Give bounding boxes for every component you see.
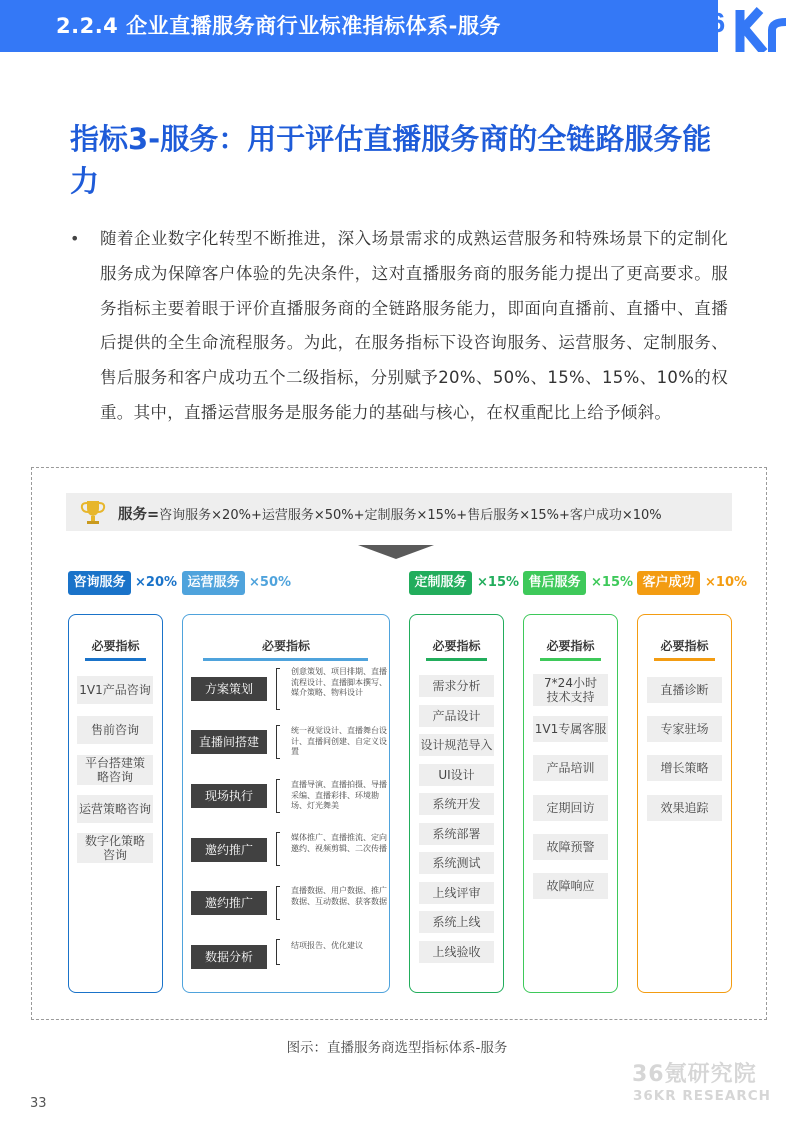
body-paragraph: 随着企业数字化转型不断推进，深入场景需求的成熟运营服务和特殊场景下的定制化服务成为保障客户体验的先决条件，这对直播服务商的服务能力提出了更高要求。服务指标主要着眼于评价直播服务商的全链路服务能力，即面向直播前、直播中、直播后提供的全生命流程服务。为此，在服务指标下设咨询服务、运营服务、定制服务、售后服务和客户成功五个二级指标，分别赋予20%、50%、15%、15%、10%的权重。其中，直播运营服务是服务能力的基础与核心，在权重配比上给予倾斜。 — [100, 229, 728, 422]
list-item: 需求分析 — [419, 675, 494, 697]
list-item: 专家驻场 — [647, 716, 722, 742]
ops-desc: 创意策划、项目排期、直播流程设计、直播脚本撰写、媒介策略、物料设计 — [291, 667, 387, 697]
column-underline — [654, 658, 715, 661]
column-underline — [85, 658, 146, 661]
column-underline — [540, 658, 601, 661]
ops-bracket — [276, 779, 280, 813]
formula-label: 服务= — [118, 507, 160, 523]
weight-custom: ×15% — [477, 575, 520, 590]
list-item: 上线验收 — [419, 941, 494, 963]
formula-text — [118, 503, 662, 524]
list-item: 数字化策略咨询 — [77, 833, 153, 863]
list-item: 1V1专属客服 — [533, 716, 608, 742]
list-item: 7*24小时技术支持 — [533, 674, 608, 706]
column-head: 必要指标 — [660, 639, 709, 653]
list-item: 售前咨询 — [77, 716, 153, 744]
ops-item: 邀约推广 — [191, 838, 267, 862]
column-underline — [426, 658, 487, 661]
watermark-en: 36KR RESEARCH — [633, 1088, 771, 1104]
list-item: 系统上线 — [419, 911, 494, 933]
list-item: 产品培训 — [533, 755, 608, 781]
list-item: 故障预警 — [533, 834, 608, 860]
list-item: 产品设计 — [419, 705, 494, 727]
bullet-dot: • — [70, 229, 80, 248]
svg-text:36: 36 — [694, 7, 726, 38]
weight-success: ×10% — [705, 575, 748, 590]
ops-desc: 直播导演、直播拍摄、导播采编、直播彩排、环境勘场、灯光舞美 — [291, 780, 387, 810]
list-item: 1V1产品咨询 — [77, 676, 153, 704]
ops-bracket — [276, 668, 280, 710]
list-item: 上线评审 — [419, 882, 494, 904]
column-head: 必要指标 — [91, 639, 140, 653]
tag-aftersales: 售后服务 — [523, 571, 586, 595]
list-item: 故障响应 — [533, 873, 608, 899]
ops-desc: 媒体推广、直播推流、定向邀约、视频剪辑、二次传播 — [291, 833, 387, 853]
weight-consulting: ×20% — [135, 575, 178, 590]
page-number: 33 — [30, 1096, 47, 1111]
ops-item: 现场执行 — [191, 784, 267, 808]
ops-bracket — [276, 886, 280, 920]
ops-bracket — [276, 725, 280, 759]
ops-bracket — [276, 832, 280, 866]
figure-caption: 图示：直播服务商选型指标体系-服务 — [286, 1040, 508, 1056]
list-item: 直播诊断 — [647, 677, 722, 703]
weight-operations: ×50% — [249, 575, 292, 590]
list-item: 系统部署 — [419, 823, 494, 845]
ops-item: 方案策划 — [191, 677, 267, 701]
formula-body: 咨询服务×20%+运营服务×50%+定制服务×15%+售后服务×15%+客户成功×10% — [159, 508, 662, 523]
down-arrow-icon — [358, 545, 434, 559]
column-head: 必要指标 — [546, 639, 595, 653]
list-item: 增长策略 — [647, 755, 722, 781]
column-head: 必要指标 — [261, 639, 310, 653]
column-head: 必要指标 — [432, 639, 481, 653]
ops-bracket — [276, 939, 280, 965]
list-item: UI设计 — [419, 764, 494, 786]
ops-desc: 结项报告、优化建议 — [291, 941, 363, 950]
list-item: 系统测试 — [419, 852, 494, 874]
ops-desc: 直播数据、用户数据、推广数据、互动数据、获客数据 — [291, 886, 387, 906]
page-headline: 指标3-服务：用于评估直播服务商的全链路服务能力 — [70, 122, 712, 198]
list-item: 系统开发 — [419, 793, 494, 815]
weight-aftersales: ×15% — [591, 575, 634, 590]
tag-consulting: 咨询服务 — [68, 571, 131, 595]
ops-desc: 统一视觉设计、直播舞台设计、直播间创建、自定义设置 — [291, 726, 387, 756]
tag-custom: 定制服务 — [409, 571, 472, 595]
list-item: 设计规范导入 — [419, 734, 494, 756]
tag-success: 客户成功 — [637, 571, 700, 595]
ops-item: 数据分析 — [191, 945, 267, 969]
ops-item: 直播间搭建 — [191, 730, 267, 754]
trophy-icon — [78, 497, 108, 527]
list-item: 平台搭建策略咨询 — [77, 755, 153, 785]
list-item: 定期回访 — [533, 795, 608, 821]
list-item: 效果追踪 — [647, 795, 722, 821]
section-title: 2.2.4 企业直播服务商行业标准指标体系-服务 — [56, 14, 501, 38]
watermark-cn: 36氪研究院 — [632, 1062, 757, 1087]
page-header — [0, 0, 794, 52]
ops-item: 邀约推广 — [191, 891, 267, 915]
column-underline — [203, 658, 368, 661]
tag-operations: 运营服务 — [182, 571, 245, 595]
list-item: 运营策略咨询 — [77, 795, 153, 823]
36kr-logo — [694, 0, 794, 52]
